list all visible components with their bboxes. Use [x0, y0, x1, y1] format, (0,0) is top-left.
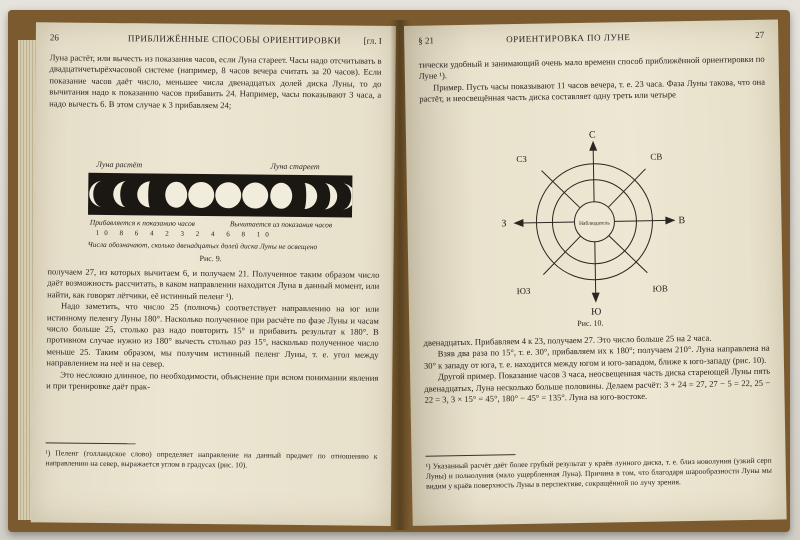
figure-caption: Рис. 9.	[199, 253, 222, 264]
moon-phase-icon	[242, 182, 268, 208]
compass-w: З	[501, 218, 507, 230]
moon-phase-icon	[137, 181, 150, 207]
compass-se: ЮВ	[652, 283, 668, 294]
moon-phase-icon	[113, 181, 126, 207]
footnote: ¹) Указанный расчёт даёт более грубый результат у краёв лунного диска, т. е. близ новолуния (узкий серп Луны) и полнолуния (мало ущербленная Луна). Причина в том, что благодаря шарообразности Луны мы видим у краёв поверхность Луны в перспективе, сокращённой по лучу зрения.	[425, 455, 772, 492]
left-page	[31, 22, 396, 526]
running-title: ОРИЕНТИРОВКА ПО ЛУНЕ	[506, 32, 631, 45]
paragraph: Луна растёт, или вычесть из показания часов, если Луна стареет. Часы надо отсчитывать в двадцатичетырёхчасовой системе (например, 8 часов вечера считать за 20 часов). Если показание часов даёт число, меньшее числа двенадцатых долей диска Луны, то до вычитания надо к показанию часов прибавить 24. Например, часы показывают 3 часа, а надо вычесть 6. В этом случае к 3 прибавляем 24;	[49, 52, 382, 110]
moon-phases-graphic	[88, 173, 352, 218]
compass-n: С	[588, 129, 596, 141]
compass-diagram	[498, 125, 691, 318]
moon-phase-icon	[89, 181, 102, 207]
label-moon-wanes: Луна стареет	[270, 161, 320, 172]
paragraph: получаем 27, из которых вычитаем 6, и получаем 21. Полученное таким образом число даёт возможность рассчитать, в каком направлении находится Луна в данный момент, или найти, как говорят лётчики, её истинный пеленг ¹). Надо заметить, что число 25 (полночь) соответствует направлению на юг или истинному пеленгу Луны 180°. Насколько полученное при расчёте по фазе Луны и часам число больше 25, столько раз надо повторить 15° и прибавить результат к 180°. В противном случае нужно из 180° вычесть столько раз 15°, насколько полученное число меньше 25. Таким образом, мы получим истинный пеленг Луны, т. е. угол между направлением на неё и на север. Это несложно длинное, по необходимости, объяснение при ясном понимании явления и при тренировке даёт прак-	[46, 266, 380, 392]
footnote: ¹) Пеленг (голландское слово) определяет направление на данный предмет по отношению к направлению на север, выражается углом в градусах (рис. 10).	[45, 448, 378, 470]
paragraph: тически удобный и занимающий очень мало времени способ приближённой ориентировки по Луне ¹). Пример. Пусть часы показывают 11 часов вечера, т. е. 23 часа. Фаза Луны такова, что она растёт, и неосвещённая часть диска составляет одну треть или четыре	[418, 53, 766, 104]
moon-phase-icon	[270, 183, 292, 209]
compass-e: В	[678, 215, 686, 227]
moon-phase-icon	[324, 183, 337, 209]
footnote-divider	[46, 442, 136, 444]
note-add: Прибавляется к показанию часов	[89, 217, 195, 228]
moon-phase-strip	[88, 173, 352, 218]
running-title: ПРИБЛИЖЁННЫЕ СПОСОБЫ ОРИЕНТИРОВКИ	[127, 33, 342, 46]
moon-phase-icon	[342, 183, 352, 209]
moon-phase-icon	[304, 183, 317, 209]
compass-ne: СВ	[650, 151, 663, 162]
note-subtract: Вычитается из показания часов	[229, 219, 333, 230]
right-header	[418, 30, 764, 48]
right-page	[404, 19, 787, 525]
left-header	[50, 32, 382, 47]
section-label: § 21	[418, 35, 435, 46]
figure-caption: Рис. 10.	[577, 318, 604, 329]
paragraph: двенадцатых. Прибавляем 4 к 23, получаем 27. Это число больше 25 на 2 часа. Взяв два раза по 15°, т. е. 30°, прибавляем их к 180°; получаем 210°. Луна направлена на 30° к западу от юга, т. е. находится между югом и юго-западом, ближе к юго-западу (рис. 10). Другой пример. Показание часов 3 часа, неосвещенная часть диска стареющей Луны пять двенадцатых, Луна несколько больше половины. Делаем расчёт: 3 + 24 = 27, 27 − 5 = 22, 25 − 22 = 3, 3 × 15° = 45°, 180° − 45° = 135°. Луна на юго-востоке.	[423, 332, 771, 405]
compass-s: Ю	[590, 306, 602, 318]
phase-numbers: 10 8 6 4 2 3 2 4 6 8 10	[95, 228, 274, 239]
chapter-label: [гл. I	[363, 35, 382, 46]
page-number: 26	[49, 32, 59, 43]
note-bottom: Числа обозначают, сколько двенадцатых долей диска Луны не освещено	[87, 239, 318, 252]
footnote-divider	[426, 454, 516, 457]
moon-phase-icon	[188, 182, 214, 208]
moon-phase-icon	[215, 182, 241, 208]
moon-phase-icon	[165, 182, 187, 208]
label-moon-grows: Луна растёт	[96, 159, 143, 170]
compass-nw: СЗ	[516, 153, 527, 165]
compass-sw: ЮЗ	[516, 285, 531, 297]
compass-rose-graphic	[498, 125, 691, 318]
observer-label: Наблюдатель	[579, 220, 610, 227]
page-number: 27	[755, 29, 765, 40]
